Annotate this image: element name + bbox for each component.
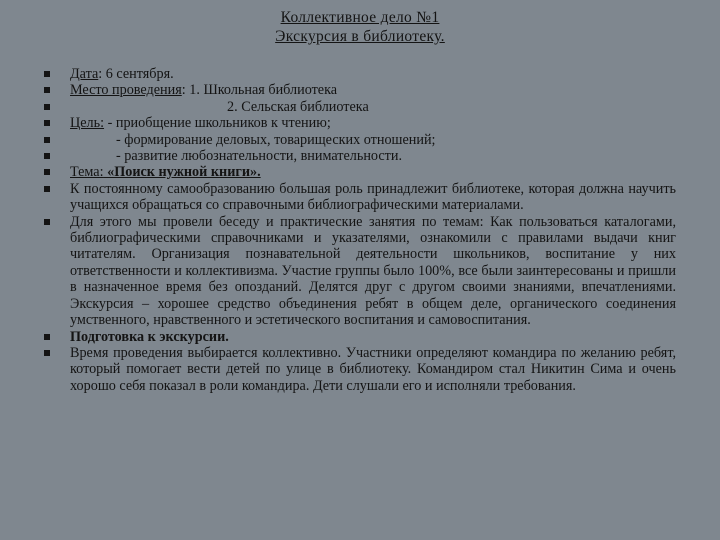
list-item-goal bbox=[44, 115, 676, 131]
goal-item-3: - развитие любознательности, внимательности. bbox=[116, 148, 403, 165]
list-item-paragraph-1 bbox=[44, 181, 676, 214]
list-item-place-2 bbox=[44, 99, 676, 115]
bullet-list bbox=[44, 66, 676, 394]
goal-label: Цель: bbox=[70, 115, 105, 132]
place-value-1: : 1. Школьная библиотека bbox=[181, 82, 338, 99]
square-bullet-icon bbox=[44, 87, 50, 93]
square-bullet-icon bbox=[44, 137, 50, 143]
square-bullet-icon bbox=[44, 120, 50, 126]
topic-label: Тема: bbox=[70, 164, 104, 181]
square-bullet-icon bbox=[44, 71, 50, 77]
paragraph-1: К постоянному самообразованию большая роль принадлежит библиотеке, которая должна научить учащихся обращаться со справочными библиографическими материалами. bbox=[70, 180, 676, 214]
place-value-2: 2. Сельская библиотека bbox=[227, 98, 369, 115]
goal-item-1: - приобщение школьников к чтению; bbox=[104, 115, 331, 132]
square-bullet-icon bbox=[44, 219, 50, 225]
list-item-place bbox=[44, 82, 676, 98]
square-bullet-icon bbox=[44, 186, 50, 192]
square-bullet-icon bbox=[44, 334, 50, 340]
square-bullet-icon bbox=[44, 104, 50, 110]
title-line-1: Коллективное дело №1 bbox=[280, 9, 440, 26]
topic-value: «Поиск нужной книги». bbox=[103, 164, 261, 181]
paragraph-3: Время проведения выбирается коллективно. Участники определяют командира по желанию ребят, который помогает вести детей по улице в библиотеку. Командиром стал Никитин Сима и очень хорошо себя показал в роли командира. Дети слушали его и исполняли требования. bbox=[70, 344, 676, 394]
date-value: : 6 сентября. bbox=[98, 66, 174, 82]
list-item-paragraph-2 bbox=[44, 214, 676, 329]
square-bullet-icon bbox=[44, 169, 50, 175]
square-bullet-icon bbox=[44, 350, 50, 356]
list-item-date bbox=[44, 66, 676, 82]
section-heading: Подготовка к экскурсии. bbox=[70, 328, 229, 345]
list-item-paragraph-3 bbox=[44, 345, 676, 394]
date-label: Дата bbox=[70, 66, 99, 82]
list-item-topic bbox=[44, 164, 676, 180]
list-item-goal-3 bbox=[44, 148, 676, 164]
goal-item-2: - формирование деловых, товарищеских отношений; bbox=[116, 131, 436, 148]
slide-title bbox=[0, 8, 720, 46]
list-item-goal-2 bbox=[44, 132, 676, 148]
place-label: Место проведения bbox=[70, 82, 182, 99]
title-line-2: Экскурсия в библиотеку. bbox=[275, 28, 445, 45]
paragraph-2: Для этого мы провели беседу и практические занятия по темам: Как пользоваться каталогами, библиографическими справочниками и указателями, ознакомили с правилами выдачи книг читателям. Организация познавательной деятельности школьников, воспитание у них ответственности и коллективизма. Участие группы было 100%, все были заинтересованы и пришли в назначенное время без опозданий. Делятся друг с другом своими знаниями, впечатлениями. Экскурсия – хорошее средство объединения ребят в общем деле, органического соединения умственного, нравственного и эстетического воспитания и самовоспитания. bbox=[70, 213, 676, 329]
list-item-heading bbox=[44, 329, 676, 345]
square-bullet-icon bbox=[44, 153, 50, 159]
